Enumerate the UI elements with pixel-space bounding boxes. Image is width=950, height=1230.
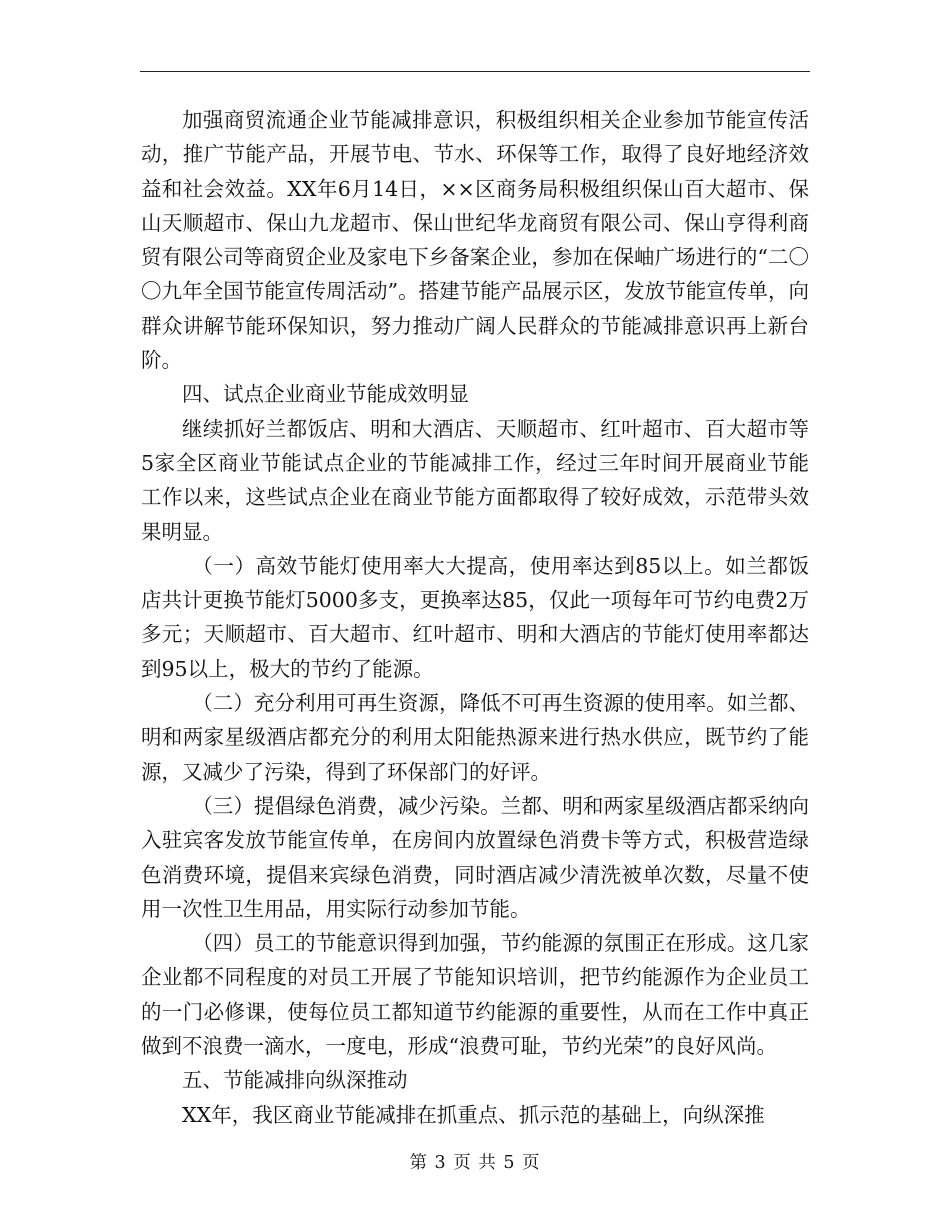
- section-heading-5: 五、节能减排向纵深推动: [182, 1068, 408, 1093]
- page-footer: 第 3 页 共 5 页: [409, 1153, 541, 1173]
- paragraph-deepening: XX年，我区商业节能减排在抓重点、抓示范的基础上，向纵深推: [182, 1102, 765, 1127]
- document-body: [141, 103, 809, 1132]
- paragraph-item-3: （三）提倡绿色消费，减少污染。兰都、明和两家星级酒店都采纳向入驻宾客发放节能宣传单，在房间内放置绿色消费卡等方式，积极营造绿色消费环境，提倡来宾绿色消费，同时酒店减少清洗被单次数，尽量不使用一次性卫生用品，用实际行动参加节能。: [141, 793, 809, 921]
- header-rule: [140, 71, 810, 72]
- paragraph-promotion: 加强商贸流通企业节能减排意识，积极组织相关企业参加节能宣传活动，推广节能产品，开展节电、节水、环保等工作，取得了良好地经济效益和社会效益。XX年6月14日，××区商务局积极组织保山百大超市、保山天顺超市、保山九龙超市、保山世纪华龙商贸有限公司、保山亨得利商贸有限公司等商贸企业及家电下乡备案企业，参加在保岫广场进行的“二〇〇九年全国节能宣传周活动”。搭建节能产品展示区，发放节能宣传单，向群众讲解节能环保知识，努力推动广阔人民群众的节能减排意识再上新台阶。: [141, 108, 809, 373]
- section-heading-4: 四、试点企业商业节能成效明显: [182, 382, 469, 407]
- paragraph-item-1: （一）高效节能灯使用率大大提高，使用率达到85以上。如兰都饭店共计更换节能灯5000多支，更换率达85，仅此一项每年可节约电费2万多元；天顺超市、百大超市、红叶超市、明和大酒店的节能灯使用率都达到95以上，极大的节约了能源。: [141, 553, 809, 681]
- paragraph-pilot-enterprises: 继续抓好兰都饭店、明和大酒店、天顺超市、红叶超市、百大超市等5家全区商业节能试点企业的节能减排工作，经过三年时间开展商业节能工作以来，这些试点企业在商业节能方面都取得了较好成效，示范带头效果明显。: [141, 416, 809, 544]
- paragraph-item-4: （四）员工的节能意识得到加强，节约能源的氛围正在形成。这几家企业都不同程度的对员工开展了节能知识培训，把节约能源作为企业员工的一门必修课，使每位员工都知道节约能源的重要性，从而在工作中真正做到不浪费一滴水，一度电，形成“浪费可耻，节约光荣”的良好风尚。: [141, 931, 809, 1059]
- paragraph-item-2: （二）充分利用可再生资源，降低不可再生资源的使用率。如兰都、明和两家星级酒店都充分的利用太阳能热源来进行热水供应，既节约了能源，又减少了污染，得到了环保部门的好评。: [141, 691, 809, 784]
